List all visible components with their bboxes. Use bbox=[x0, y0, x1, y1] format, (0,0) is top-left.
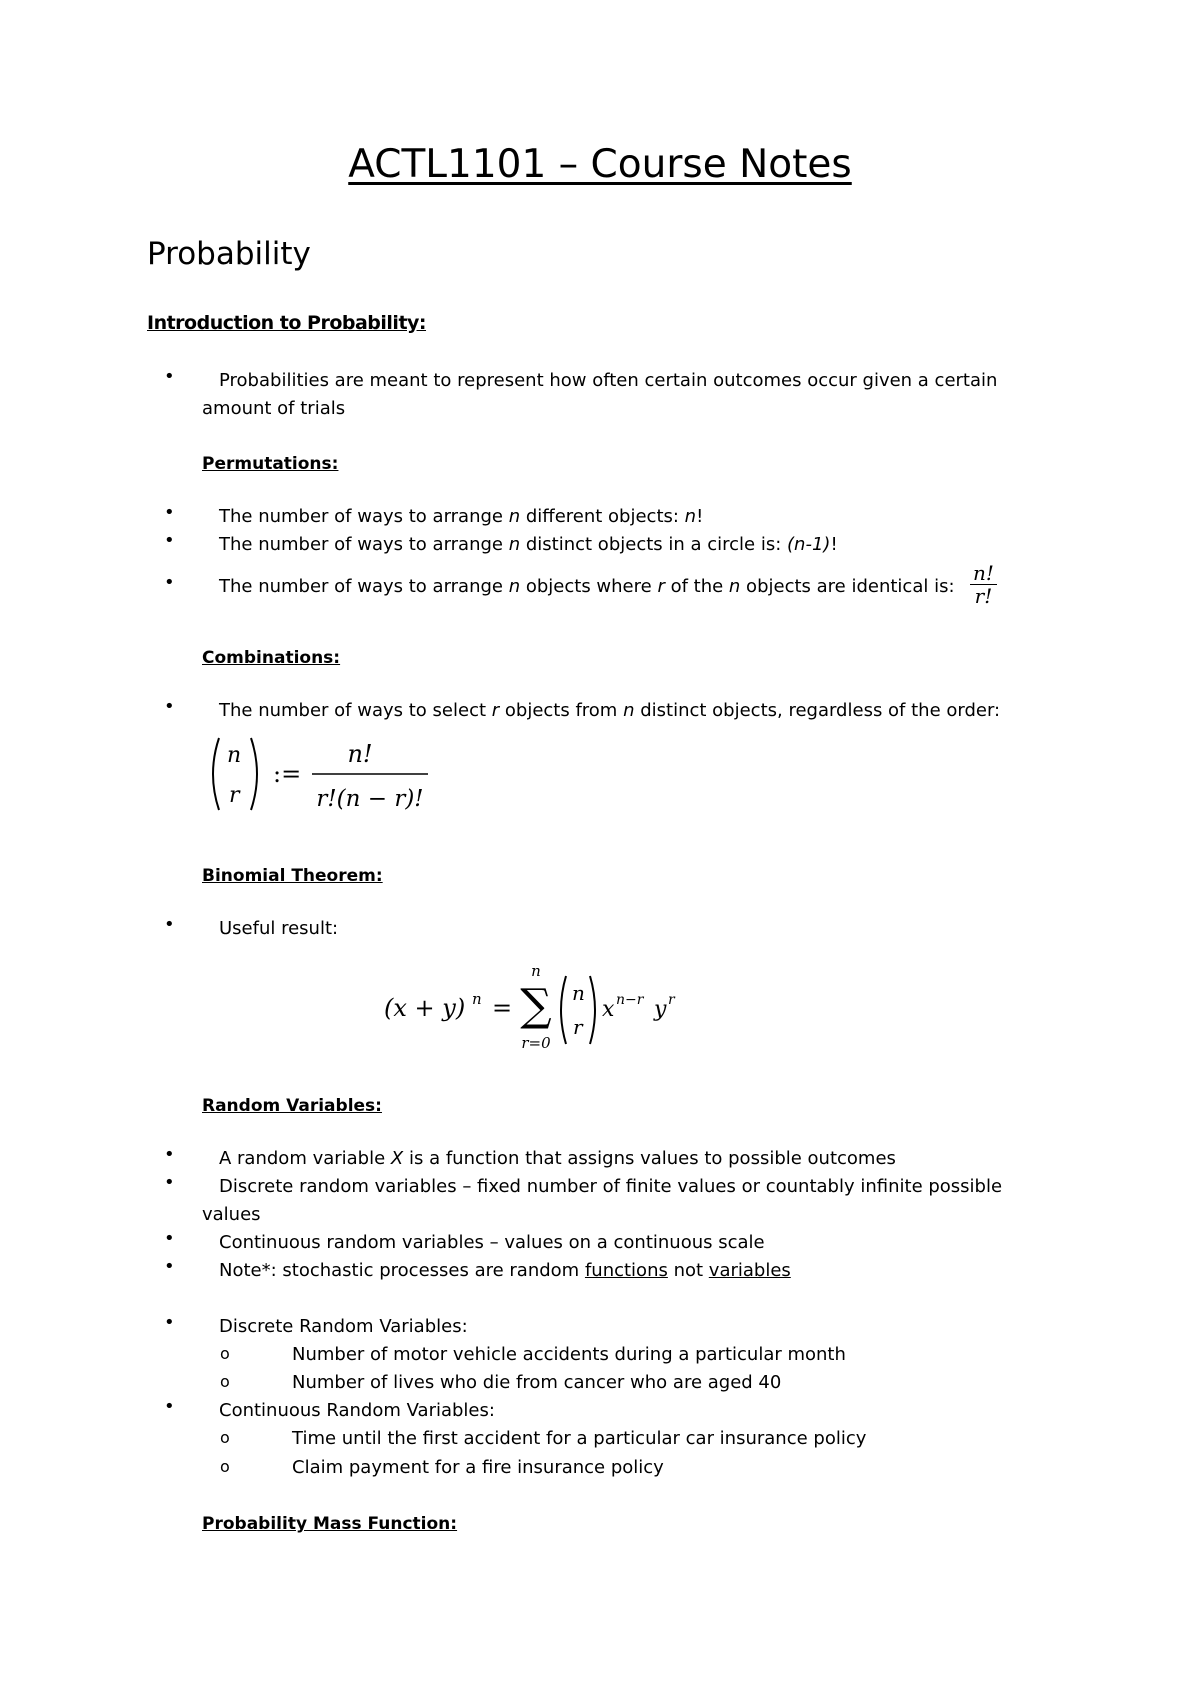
continuous-example-1: Time until the first accident for a particular car insurance policy bbox=[292, 1428, 867, 1449]
subsection-heading-intro: Introduction to Probability: bbox=[147, 312, 427, 334]
bullet-glyph: • bbox=[164, 572, 175, 593]
combination-formula bbox=[205, 730, 445, 818]
bullet-glyph: • bbox=[164, 530, 175, 551]
fraction-denominator: r! bbox=[974, 584, 993, 608]
formula-lhs-exponent: n bbox=[472, 990, 482, 1008]
bullet-glyph: • bbox=[164, 1172, 175, 1193]
heading-permutations: Permutations: bbox=[202, 454, 339, 474]
bullet-glyph: • bbox=[164, 1312, 175, 1333]
permutations-bullet-3: The number of ways to arrange n objects where r of the n objects are identical is: bbox=[219, 576, 955, 597]
bullet-glyph: • bbox=[164, 1228, 175, 1249]
bullet-glyph: • bbox=[164, 366, 175, 387]
formula-lhs: (x + y) bbox=[384, 994, 466, 1022]
section-heading-probability: Probability bbox=[147, 236, 311, 272]
binom-top: n bbox=[227, 743, 242, 768]
discrete-rv-label: Discrete Random Variables: bbox=[219, 1316, 468, 1337]
heading-binomial-theorem: Binomial Theorem: bbox=[202, 866, 383, 886]
bullet-glyph: • bbox=[164, 1396, 175, 1417]
sum-sign: ∑ bbox=[520, 980, 552, 1031]
intro-line-1: Probabilities are meant to represent how often certain outcomes occur given a certain bbox=[219, 370, 998, 391]
term-y: y bbox=[654, 997, 667, 1022]
sub-bullet-glyph: o bbox=[220, 1457, 230, 1476]
continuous-rv-label: Continuous Random Variables: bbox=[219, 1400, 495, 1421]
definition-sign: := bbox=[273, 760, 302, 788]
heading-combinations: Combinations: bbox=[202, 648, 341, 668]
heading-random-variables: Random Variables: bbox=[202, 1096, 382, 1116]
bullet-glyph: • bbox=[164, 502, 175, 523]
term-y-exponent: r bbox=[668, 992, 675, 1008]
sub-bullet-glyph: o bbox=[220, 1372, 230, 1391]
sum-upper-limit: n bbox=[531, 962, 541, 980]
term-x-exponent: n−r bbox=[616, 992, 644, 1008]
continuous-example-2: Claim payment for a fire insurance policy bbox=[292, 1457, 664, 1478]
rv-bullet-4: Note*: stochastic processes are random functions not variables bbox=[219, 1260, 791, 1281]
intro-line-2: amount of trials bbox=[202, 398, 346, 419]
binomial-bullet-1: Useful result: bbox=[219, 918, 339, 939]
discrete-example-1: Number of motor vehicle accidents during a particular month bbox=[292, 1344, 846, 1365]
binomial-formula bbox=[380, 958, 700, 1058]
rv-bullet-3: Continuous random variables – values on a continuous scale bbox=[219, 1232, 765, 1253]
term-x: x bbox=[602, 997, 615, 1022]
formula-numerator: n! bbox=[347, 740, 373, 768]
permutations-bullet-2: The number of ways to arrange n distinct objects in a circle is: (n-1)! bbox=[219, 534, 838, 555]
combinations-bullet-1: The number of ways to select r objects from n distinct objects, regardless of the order: bbox=[219, 700, 1001, 721]
formula-denominator: r!(n − r)! bbox=[316, 786, 424, 812]
bullet-glyph: • bbox=[164, 914, 175, 935]
rv-bullet-2-line-2: values bbox=[202, 1204, 261, 1225]
rv-bullet-1: A random variable X is a function that assigns values to possible outcomes bbox=[219, 1148, 896, 1169]
page-title: ACTL1101 – Course Notes bbox=[348, 142, 852, 187]
binom-bottom: r bbox=[229, 783, 240, 808]
rv-bullet-2-line-1: Discrete random variables – fixed number of finite values or countably infinite possible bbox=[219, 1176, 1003, 1197]
fraction-numerator: n! bbox=[970, 562, 997, 585]
sub-bullet-glyph: o bbox=[220, 1428, 230, 1447]
formula-equals: = bbox=[492, 994, 513, 1022]
bullet-glyph: • bbox=[164, 1256, 175, 1277]
bullet-glyph: • bbox=[164, 1144, 175, 1165]
sum-lower-limit: r=0 bbox=[521, 1034, 551, 1052]
permutation-fraction bbox=[970, 562, 997, 607]
permutations-bullet-1: The number of ways to arrange n different objects: n! bbox=[219, 506, 704, 527]
bullet-glyph: • bbox=[164, 696, 175, 717]
sub-bullet-glyph: o bbox=[220, 1344, 230, 1363]
binom-bottom: r bbox=[573, 1015, 583, 1039]
heading-probability-mass-function: Probability Mass Function: bbox=[202, 1514, 458, 1534]
binom-top: n bbox=[572, 981, 585, 1005]
discrete-example-2: Number of lives who die from cancer who are aged 40 bbox=[292, 1372, 782, 1393]
